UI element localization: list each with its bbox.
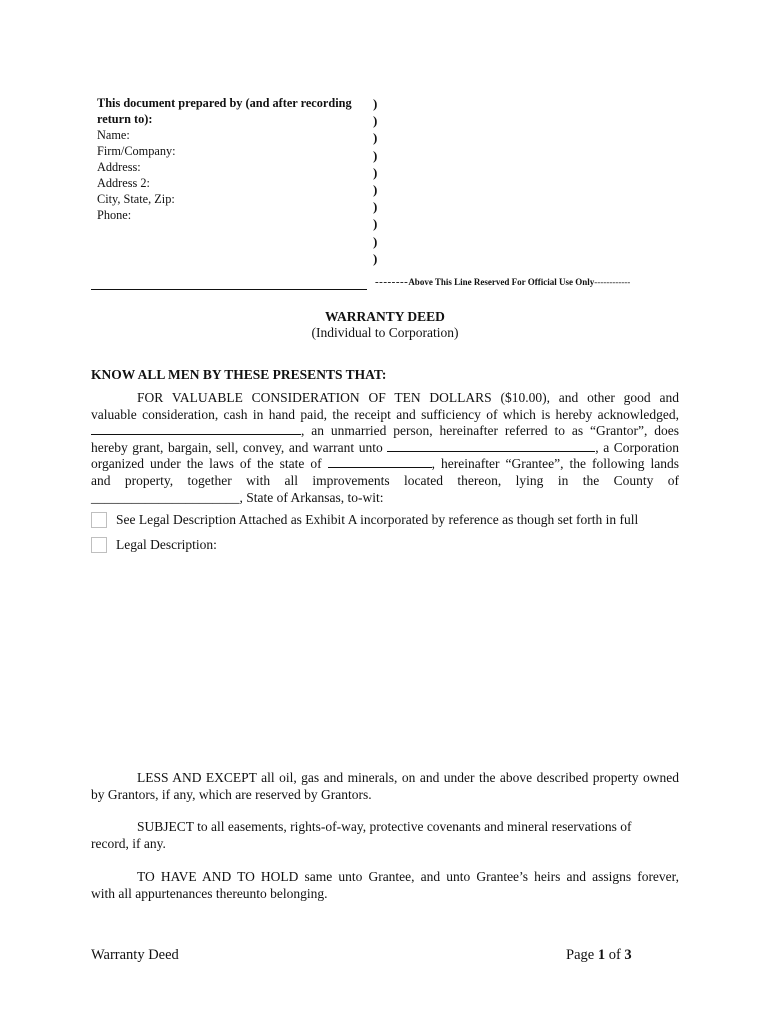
bracket-paren: ) <box>373 147 378 163</box>
preparer-heading-line1: This document prepared by (and after recording <box>97 96 352 110</box>
to-have-and-to-hold-paragraph: TO HAVE AND TO HOLD same unto Grantee, and unto Grantee’s heirs and assigns forever, with all appurtenances thereunto belonging. <box>91 869 679 901</box>
bracket-paren: ) <box>373 199 378 215</box>
checkbox-row-exhibit-a[interactable] <box>91 512 638 528</box>
field-phone-label: Phone: <box>97 208 132 222</box>
bracket-paren: ) <box>373 250 378 266</box>
bracket-paren: ) <box>373 233 378 249</box>
consideration-paragraph <box>91 390 679 506</box>
exhibit-a-label: See Legal Description Attached as Exhibit A incorporated by reference as though set forth in full <box>116 512 639 527</box>
footer-document-name: Warranty Deed <box>91 947 179 963</box>
bracket-column <box>373 95 377 267</box>
field-address-label: Address: <box>97 160 141 174</box>
county-field[interactable]: ______________________ <box>91 489 240 505</box>
recording-divider-line <box>91 289 367 290</box>
bracket-paren: ) <box>373 164 378 180</box>
consideration-line: , an unmarried person, hereinafter referred to as “Grantor”, does <box>91 423 679 440</box>
legal-description-label: Legal Description: <box>116 537 217 552</box>
consideration-line: organized under the laws of the state of , hereinafter “Grantee”, the following lands <box>91 456 680 472</box>
reserved-dashes-right: ------------ <box>594 277 631 287</box>
know-all-men-heading: KNOW ALL MEN BY THESE PRESENTS THAT: <box>91 367 387 382</box>
reserved-dashes-left: -------- <box>375 276 409 288</box>
consideration-line: and property, together with all improvements located thereon, lying in the County of <box>91 472 679 488</box>
reserved-text: Above This Line Reserved For Official Use Only <box>408 277 595 287</box>
preparer-heading-line2: return to): <box>97 112 153 126</box>
legal-description-checkbox[interactable] <box>91 537 107 553</box>
field-firm-label: Firm/Company: <box>97 144 176 158</box>
less-and-except-paragraph: LESS AND EXCEPT all oil, gas and minerals, on and under the above described property owned by Grantors, if any, which are reserved by Grantors. <box>91 770 679 802</box>
consideration-line: ______________________, State of Arkansas, to-wit: <box>91 489 384 505</box>
document-subtitle: (Individual to Corporation) <box>311 325 459 340</box>
official-use-reserved-line <box>375 276 630 288</box>
grantee-state-field[interactable] <box>328 456 432 468</box>
preparer-block <box>97 95 367 223</box>
checkbox-row-legal-description[interactable] <box>91 537 217 553</box>
consideration-line: FOR VALUABLE CONSIDERATION OF TEN DOLLARS ($10.00), and other good and <box>137 390 679 405</box>
exhibit-a-checkbox[interactable] <box>91 512 107 528</box>
field-address2-label: Address 2: <box>97 176 150 190</box>
bracket-paren: ) <box>373 130 378 146</box>
subject-to-paragraph: SUBJECT to all easements, rights-of-way, protective covenants and mineral reservations of record, if any. <box>91 819 632 851</box>
grantor-name-field[interactable] <box>91 423 301 435</box>
grantee-name-field[interactable] <box>387 440 595 452</box>
bracket-paren: ) <box>373 182 378 198</box>
bracket-paren: ) <box>373 96 378 111</box>
footer-page-number: Page 1 of 3 <box>566 947 632 963</box>
bracket-paren: ) <box>373 113 378 129</box>
consideration-line: hereby grant, bargain, sell, convey, and warrant unto , a Corporation <box>91 439 679 455</box>
document-title: WARRANTY DEED <box>325 309 445 324</box>
bracket-paren: ) <box>373 216 378 232</box>
field-city-state-zip-label: City, State, Zip: <box>97 192 175 206</box>
consideration-line: valuable consideration, cash in hand paid, the receipt and sufficiency of which is hereby acknowledged, <box>91 406 679 422</box>
field-name-label: Name: <box>97 128 130 142</box>
